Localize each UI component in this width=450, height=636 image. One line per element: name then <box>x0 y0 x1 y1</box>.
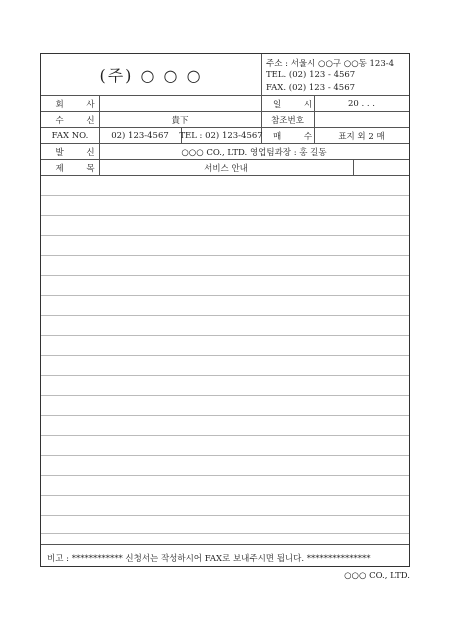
ruled-line <box>41 435 409 436</box>
ruled-line <box>41 295 409 296</box>
company-tel: TEL. (02) 123 - 4567 <box>266 70 356 80</box>
fax-label: FAX NO. <box>51 130 89 141</box>
pages-value[interactable]: 표지 외 2 매 <box>338 131 385 142</box>
recipient-value[interactable]: 貴下 <box>171 115 189 126</box>
ruled-line <box>41 455 409 456</box>
ruled-line <box>41 475 409 476</box>
subject-label: 제 목 <box>55 163 105 174</box>
reference-label: 참조번호 <box>271 115 304 126</box>
ruled-line <box>41 355 409 356</box>
ruled-line <box>41 335 409 336</box>
fax-cover-form <box>40 53 410 567</box>
ruled-line <box>41 275 409 276</box>
date-label: 일 시 <box>272 99 323 110</box>
recipient-label: 수 신 <box>55 115 105 126</box>
fax-value[interactable]: 02) 123-4567 <box>111 130 169 141</box>
footer-company: ○○○ CO., LTD. <box>344 571 410 581</box>
ruled-line <box>41 315 409 316</box>
message-body-area[interactable] <box>41 176 409 544</box>
pages-label: 매 수 <box>272 131 323 142</box>
ruled-line <box>41 415 409 416</box>
ruled-line <box>41 515 409 516</box>
reference-value-field[interactable] <box>314 112 409 127</box>
note-divider <box>41 544 409 545</box>
tel-value[interactable]: TEL : 02) 123-4567 <box>179 130 263 141</box>
ruled-line <box>41 195 409 196</box>
company-fax: FAX. (02) 123 - 4567 <box>266 83 356 93</box>
company-title: (주) ○ ○ ○ <box>99 66 203 85</box>
note-text: 비고 : ************ 신청서는 작성하시어 FAX로 보내주시면 됩니다. *************** <box>47 554 371 564</box>
ruled-line <box>41 533 409 534</box>
sender-value[interactable]: ○○○ CO., LTD. 영업팀과장 : 홍 길동 <box>181 147 327 158</box>
company-value-field[interactable] <box>99 96 261 111</box>
ruled-line <box>41 255 409 256</box>
company-address: 주소 : 서울시 ○○구 ○○동 123-4 <box>266 59 395 69</box>
ruled-line <box>41 495 409 496</box>
ruled-line <box>41 235 409 236</box>
header-divider <box>261 54 262 95</box>
ruled-line <box>41 375 409 376</box>
ruled-line <box>41 215 409 216</box>
date-value[interactable]: 20 . . . <box>347 98 376 109</box>
company-label: 회 사 <box>55 99 105 110</box>
sender-label: 발 신 <box>55 147 105 158</box>
subject-extra-field[interactable] <box>353 160 409 175</box>
subject-value[interactable]: 서비스 안내 <box>204 163 248 174</box>
ruled-line <box>41 395 409 396</box>
